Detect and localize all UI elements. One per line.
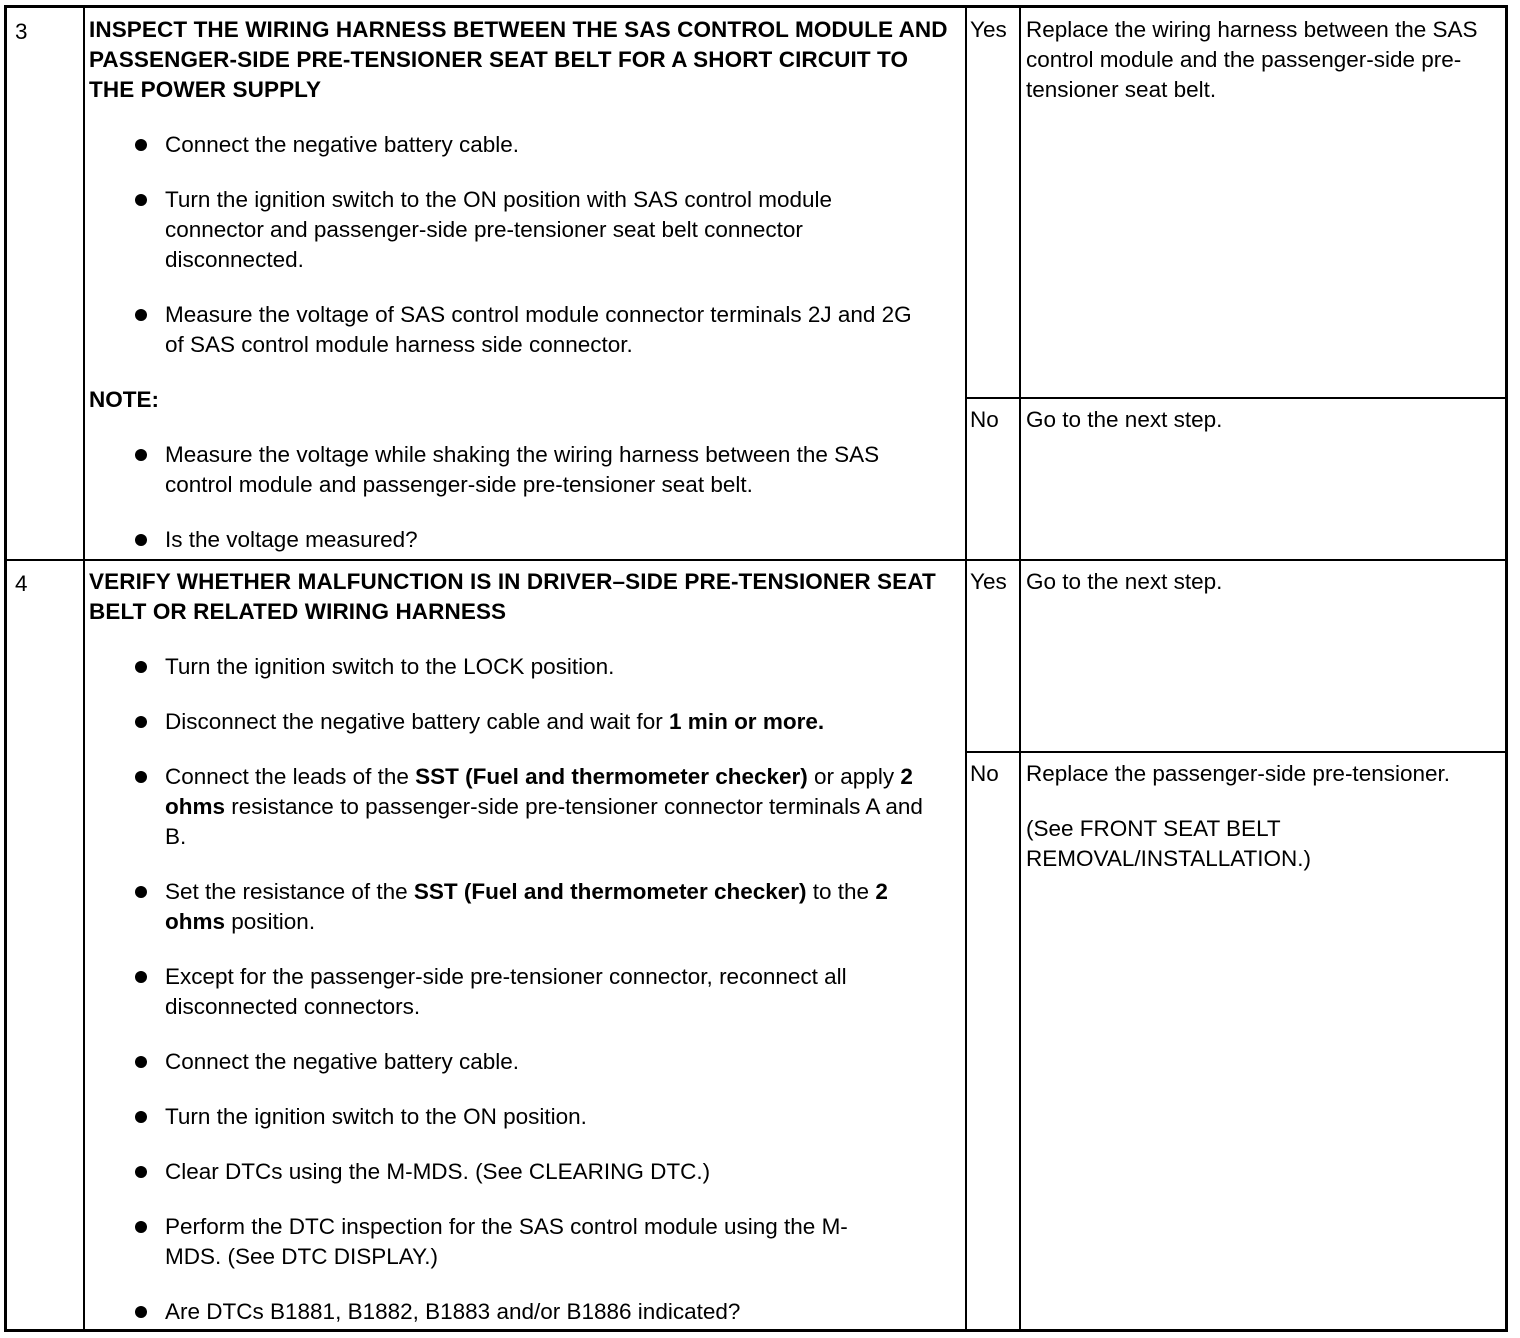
step-4-content bbox=[89, 567, 957, 1327]
no-action: Replace the passenger-side pre-tensioner. bbox=[1026, 761, 1451, 786]
column-divider bbox=[83, 8, 85, 1329]
list-item: Measure the voltage while shaking the wiring harness between the SAS control module and passenger-side pre-tensioner seat belt. bbox=[89, 440, 957, 500]
list-item: Is the voltage measured? bbox=[89, 525, 957, 555]
list-item: Perform the DTC inspection for the SAS control module using the M-MDS. (See DTC DISPLAY.) bbox=[89, 1212, 957, 1272]
step-number: 3 bbox=[15, 19, 28, 44]
bullet-icon bbox=[135, 449, 147, 461]
list-item: Set the resistance of the SST (Fuel and thermometer checker) to the 2 ohms position. bbox=[89, 877, 957, 937]
step-3-content bbox=[89, 15, 957, 555]
yes-action: Go to the next step. bbox=[1026, 569, 1223, 594]
list-item: Connect the negative battery cable. bbox=[89, 1047, 957, 1077]
no-action-block bbox=[1026, 759, 1504, 874]
step-title: INSPECT THE WIRING HARNESS BETWEEN THE SAS CONTROL MODULE AND PASSENGER-SIDE PRE-TENSIONER SEAT BELT FOR A SHORT CIRCUIT TO THE POWER SUPPLY bbox=[89, 17, 948, 102]
yes-label: Yes bbox=[970, 569, 1007, 594]
bullet-icon bbox=[135, 1166, 147, 1178]
bullet-icon bbox=[135, 661, 147, 673]
step-title: VERIFY WHETHER MALFUNCTION IS IN DRIVER–SIDE PRE-TENSIONER SEAT BELT OR RELATED WIRING HARNESS bbox=[89, 569, 936, 624]
bullet-icon bbox=[135, 1111, 147, 1123]
no-action-reference: (See FRONT SEAT BELT REMOVAL/INSTALLATION.) bbox=[1026, 816, 1312, 871]
list-item: Disconnect the negative battery cable and wait for 1 min or more. bbox=[89, 707, 957, 737]
list-item: Turn the ignition switch to the ON position. bbox=[89, 1102, 957, 1132]
step-bullet-list bbox=[89, 652, 957, 1327]
bullet-icon bbox=[135, 309, 147, 321]
bullet-icon bbox=[135, 716, 147, 728]
bullet-icon bbox=[135, 1221, 147, 1233]
row-divider bbox=[7, 559, 1505, 561]
note-label: NOTE: bbox=[89, 387, 159, 412]
bullet-icon bbox=[135, 771, 147, 783]
no-label: No bbox=[970, 407, 999, 432]
bullet-icon bbox=[135, 194, 147, 206]
step-bullet-list bbox=[89, 130, 957, 360]
column-divider bbox=[965, 8, 967, 1329]
list-item: Measure the voltage of SAS control module connector terminals 2J and 2G of SAS control module harness side connector. bbox=[89, 300, 957, 360]
list-item: Connect the negative battery cable. bbox=[89, 130, 957, 160]
note-bullet-list bbox=[89, 440, 957, 555]
list-item: Are DTCs B1881, B1882, B1883 and/or B1886 indicated? bbox=[89, 1297, 957, 1327]
row-divider bbox=[965, 397, 1505, 399]
no-label: No bbox=[970, 761, 999, 786]
bullet-icon bbox=[135, 1056, 147, 1068]
list-item: Connect the leads of the SST (Fuel and thermometer checker) or apply 2 ohms resistance to passenger-side pre-tensioner connector terminals A and B. bbox=[89, 762, 957, 852]
list-item: Turn the ignition switch to the ON position with SAS control module connector and passenger-side pre-tensioner seat belt connector disconnected. bbox=[89, 185, 957, 275]
column-divider bbox=[1019, 8, 1021, 1329]
no-action: Go to the next step. bbox=[1026, 407, 1223, 432]
bullet-icon bbox=[135, 139, 147, 151]
diagnostic-table bbox=[4, 5, 1508, 1332]
list-item: Clear DTCs using the M-MDS. (See CLEARING DTC.) bbox=[89, 1157, 957, 1187]
bullet-icon bbox=[135, 534, 147, 546]
bullet-icon bbox=[135, 886, 147, 898]
yes-label: Yes bbox=[970, 17, 1007, 42]
list-item: Except for the passenger-side pre-tensioner connector, reconnect all disconnected connectors. bbox=[89, 962, 957, 1022]
yes-action: Replace the wiring harness between the SAS control module and the passenger-side pre-tensioner seat belt. bbox=[1026, 17, 1478, 102]
bullet-icon bbox=[135, 1306, 147, 1318]
list-item: Turn the ignition switch to the LOCK position. bbox=[89, 652, 957, 682]
bullet-icon bbox=[135, 971, 147, 983]
row-divider bbox=[965, 751, 1505, 753]
step-number: 4 bbox=[15, 571, 28, 596]
